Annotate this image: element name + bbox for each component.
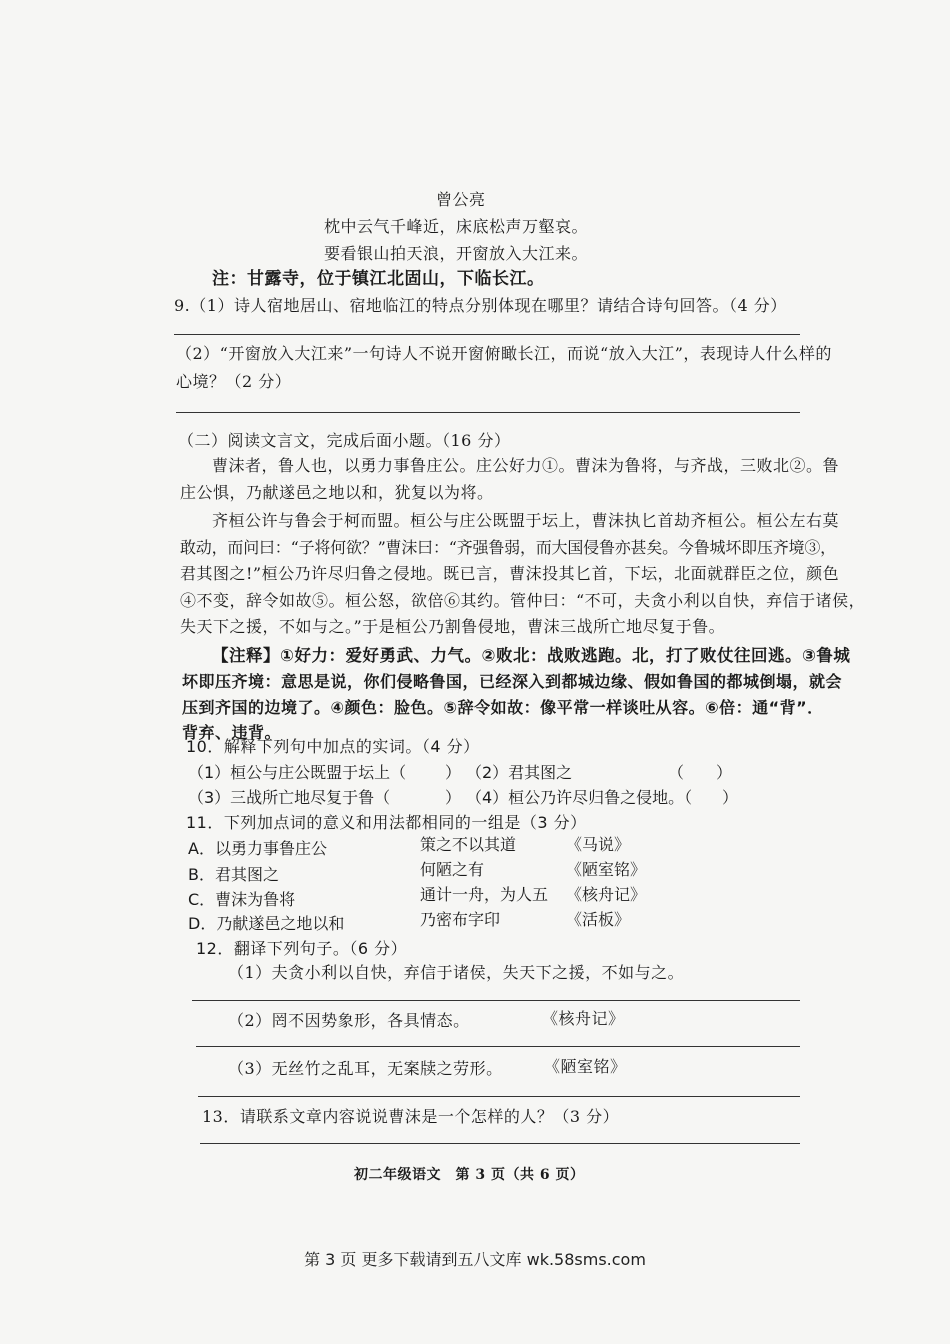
passage-p1-line-2: 庄公惧，乃献遂邑之地以和，犹复以为将。 [180,483,494,502]
question-10-item-2: （2）君其图之 [466,763,573,782]
option-a-pair: 策之不以其道 [420,835,517,854]
poem-note: 注：甘露寺，位于镇江北固山，下临长江。 [212,269,545,289]
question-12-sentence-3-source: 《陋室铭》 [544,1057,627,1076]
option-b-pair: 何陋之有 [420,860,485,879]
option-c-source: 《核舟记》 [566,885,647,904]
question-10-item-1-close: ） [445,763,462,782]
poem-line-1: 枕中云气千峰近，床底松声万壑哀。 [324,217,589,236]
question-12-sentence-3: （3）无丝竹之乱耳，无案牍之劳形。 [228,1059,503,1078]
question-10-item-2-close: （ ） [668,763,733,782]
option-d-pair: 乃密布字印 [420,910,501,929]
question-10-item-3-close: ） [445,788,462,807]
question-10-stem: 10．解释下列句中加点的实词。（4 分） [186,737,480,756]
page-number-footer: 初二年级语文 第 3 页（共 6 页） [354,1167,585,1183]
option-c-pair: 通计一舟，为人五 [420,885,549,904]
passage-p2-line-5: 失天下之援，不如与之。”于是桓公乃割鲁侵地，曹沫三战所亡地尽复于鲁。 [180,617,726,636]
option-d-source: 《活板》 [566,910,631,929]
question-11-stem: 11．下列加点词的意义和用法都相同的一组是（3 分） [186,813,587,832]
question-13-stem: 13．请联系文章内容说说曹沫是一个怎样的人？（3 分） [202,1107,620,1126]
option-a-source: 《马说》 [566,835,631,854]
answer-line [192,1000,800,1001]
annotation-line-1: 【注释】①好力：爱好勇武、力气。②败北：战败逃跑。北，打了败仗往回逃。③鲁城 [212,646,851,665]
answer-line [200,1143,800,1144]
annotation-line-4: 背弃、违背。 [182,723,282,742]
question-9-part-2-line-2: 心境？（2 分） [176,372,292,391]
passage-p1-line-1: 曹沫者，鲁人也，以勇力事鲁庄公。庄公好力①。曹沫为鲁将，与齐战，三败北②。鲁 [212,456,840,475]
answer-line [196,1046,800,1047]
passage-p2-line-1: 齐桓公许与鲁会于柯而盟。桓公与庄公既盟于坛上，曹沫执匕首劫齐桓公。桓公左右莫 [212,511,840,530]
question-12-sentence-2: （2）罔不因势象形，各具情态。 [228,1011,470,1030]
poem-line-2: 要看银山拍天浪，开窗放入大江来。 [324,244,589,263]
passage-p2-line-2: 敢动，而问曰：“子将何欲？”曹沫曰：“齐强鲁弱，而大国侵鲁亦甚矣。今鲁城坏即压齐境③， [180,538,836,557]
question-10-item-3: （3）三战所亡地尽复于鲁（ [188,788,391,807]
question-10-item-4: （4）桓公乃许尽归鲁之侵地。（ [466,788,693,807]
annotation-line-3: 压到齐国的边境了。④颜色：脸色。⑤辞令如故：像平常一样谈吐从容。⑥倍：通“背”． [182,698,824,717]
poem-author: 曾公亮 [436,190,486,209]
option-d-label: D．乃献遂邑之地以和 [188,914,345,933]
annotation-line-2: 坏即压齐境：意思是说，你们侵略鲁国，已经深入到都城边缘、假如鲁国的都城倒塌，就会 [182,672,843,691]
question-9-part-2-line-1: （2）“开窗放入大江来”一句诗人不说开窗俯瞰长江，而说“放入大江”，表现诗人什么样的 [176,344,832,363]
question-10-item-4-close: ） [722,788,739,807]
question-12-sentence-1: （1）夫贪小利以自快，弃信于诸侯，失天下之援，不如与之。 [228,963,685,982]
question-10-item-1: （1）桓公与庄公既盟于坛上（ [188,763,407,782]
option-c-label: C．曹沫为鲁将 [188,890,296,909]
passage-p2-line-3: 君其图之!”桓公乃许尽归鲁之侵地。既已言，曹沫投其匕首，下坛，北面就群臣之位，颜色 [180,564,840,583]
question-12-stem: 12．翻译下列句子。（6 分） [196,939,408,958]
option-b-label: B．君其图之 [188,865,279,884]
answer-line [176,412,800,413]
section-heading: （二）阅读文言文，完成后面小题。（16 分） [178,431,511,450]
option-b-source: 《陋室铭》 [566,860,647,879]
question-9-part-1: 9.（1）诗人宿地居山、宿地临江的特点分别体现在哪里？请结合诗句回答。（4 分） [174,296,787,315]
question-12-sentence-2-source: 《核舟记》 [542,1009,625,1028]
answer-line [198,1096,800,1097]
download-footer: 第 3 页 更多下载请到五八文库 wk.58sms.com [304,1250,646,1269]
option-a-label: A．以勇力事鲁庄公 [188,839,327,858]
passage-p2-line-4: ④不变，辞令如故⑤。桓公怒，欲倍⑥其约。管仲曰：“不可，夫贪小利以自快，弃信于诸侯， [180,591,866,610]
answer-line [174,334,800,335]
